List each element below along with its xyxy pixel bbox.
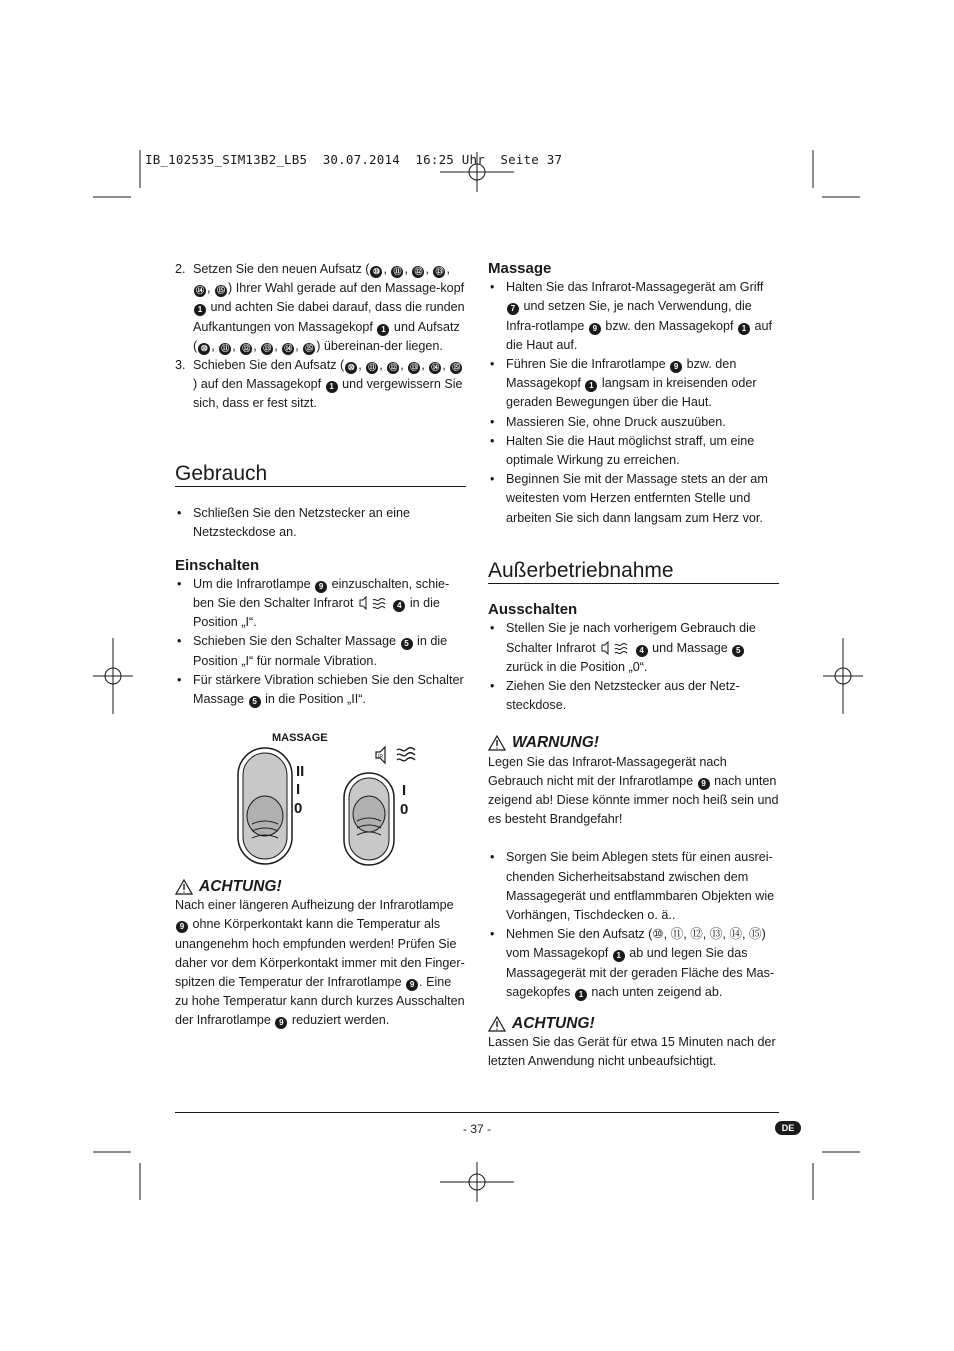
list-item: • Für stärkere Vibration schieben Sie den Schalter Massage 5 in die Position „II“.	[175, 671, 466, 709]
section-title: Außerbetriebnahme	[488, 561, 779, 584]
bullet-list	[488, 278, 779, 528]
left-column	[175, 260, 466, 414]
position-label: II	[296, 763, 305, 780]
step-2	[175, 260, 466, 356]
list-item: • Halten Sie die Haut möglichst straff, um eine optimale Wirkung zu erreichen.	[488, 432, 779, 470]
list-item: • Schieben Sie den Schalter Massage 5 in die Position „I“ für normale Vibration.	[175, 632, 466, 670]
list-item: • Ziehen Sie den Netzstecker aus der Netz-steckdose.	[488, 677, 779, 715]
position-label: I	[402, 782, 407, 799]
bullet-list	[488, 619, 779, 715]
warning-heading	[488, 733, 779, 752]
bullet-list	[175, 504, 466, 542]
warning-title: ACHTUNG!	[199, 878, 282, 895]
step-text: Schieben Sie den Aufsatz ( ⑩ , ⑪ , ⑫ , ⑬ , ⑭ , ⑮) auf den Massagekopf 1 und vergewissern Sie sich, dass er fest sitzt.	[193, 358, 463, 411]
position-label: 0	[400, 801, 409, 818]
subsection-title: Einschalten	[175, 556, 260, 574]
warning-title: ACHTUNG!	[512, 1015, 595, 1033]
print-slug: IB_102535_SIM13B2_LB5 30.07.2014 16:25 Uhr Seite 37	[145, 152, 563, 167]
warning-heading	[175, 877, 466, 896]
warning-triangle-icon	[488, 1016, 506, 1032]
step-3	[175, 356, 466, 414]
infrared-wave-icon	[599, 641, 631, 655]
achtung-left	[175, 877, 466, 1031]
step-text: Setzen Sie den neuen Aufsatz ( ⑩ , ⑪ , ⑫ , ⑬ , ⑭ , ⑮ ) Ihrer Wahl gerade auf den Massage-kopf 1 und achten Sie dabei darauf, dass die runden Aufkantungen von Massagekopf 1 und Aufsatz ( ⑩ , ⑪ , ⑫ , ⑬ , ⑭ , ⑮ ) übereinan-der liegen.	[193, 262, 465, 353]
subsection-title: Ausschalten	[488, 601, 578, 619]
gebrauch-section	[175, 464, 466, 709]
warning-text: Nach einer längeren Aufheizung der Infrarotlampe 9 ohne Körperkontakt kann die Temperatur als unangenehm hoch empfunden werden! Prüfen Sie daher vor dem Körperkontakt immer mit den Finger-spitzen die Temperatur der Infrarotlampe 9 . Eine zu hohe Temperatur kann durch kurzes Ausschalten der Infrarotlampe 9 reduziert werden.	[175, 898, 465, 1028]
warning-triangle-icon	[175, 879, 193, 895]
list-item: • Sorgen Sie beim Ablegen stets für einen ausrei-chenden Sicherheitsabstand zwischen dem Massagegerät und entflammbaren Objekten wie Vorhängen, Tischdecken o. ä..	[488, 848, 779, 925]
list-item: • Nehmen Sie den Aufsatz (⑩, ⑪, ⑫, ⑬, ⑭, ⑮) vom Massagekopf 1 ab und legen Sie das Massagegerät mit der geraden Fläche des Mas-sagekopfes 1 nach unten zeigend ab.	[488, 925, 779, 1002]
infrared-symbol-icon	[376, 747, 415, 763]
list-item: • Führen Sie die Infrarotlampe 9 bzw. den Massagekopf 1 langsam in kreisenden oder geraden Bewegungen über die Haut.	[488, 355, 779, 413]
ausserbetrieb-section	[488, 561, 779, 1072]
bullet-list	[488, 848, 779, 1002]
section-title: Gebrauch	[175, 464, 466, 487]
ir-label: IR	[378, 754, 383, 760]
list-item: • Um die Infrarotlampe 9 einzuschalten, schie-ben Sie den Schalter Infrarot 4 in die Position „I“.	[175, 575, 466, 633]
list-item: • Halten Sie das Infrarot-Massagegerät am Griff 7 und setzen Sie, je nach Verwendung, die Infra-rotlampe 9 bzw. den Massagekopf 1 auf die Haut auf.	[488, 278, 779, 355]
bullet-list	[175, 575, 466, 709]
footer-rule	[175, 1112, 779, 1113]
position-label: I	[296, 781, 301, 798]
position-label: 0	[294, 800, 303, 817]
language-badge: DE	[775, 1121, 801, 1135]
massage-section	[488, 259, 779, 528]
switch-diagram	[230, 728, 430, 868]
warning-text: Lassen Sie das Gerät für etwa 15 Minuten nach der letzten Anwendung nicht unbeaufsichtigt.	[488, 1035, 776, 1069]
step-number: 2.	[175, 262, 186, 276]
massage-label: MASSAGE	[272, 732, 328, 744]
warning-text: Legen Sie das Infrarot-Massagegerät nach Gebrauch nicht mit der Infrarotlampe 9 nach unten zeigend ab! Diese könnte immer noch heiß sein und es besteht Brandgefahr!	[488, 754, 779, 827]
list-item: • Stellen Sie je nach vorherigem Gebrauch die Schalter Infrarot 4 und Massage 5 zurück in die Position „0“.	[488, 619, 779, 677]
list-item: • Massieren Sie, ohne Druck auszuüben.	[488, 413, 779, 432]
page-number: - 37 -	[462, 1122, 491, 1136]
warning-title: WARNUNG!	[512, 734, 599, 752]
list-item: • Beginnen Sie mit der Massage stets an der am weitesten vom Herzen entfernten Stelle und arbeiten Sie sich dann langsam zum Herz vor.	[488, 470, 779, 528]
list-item: • Schließen Sie den Netzstecker an eine Netzsteckdose an.	[175, 504, 466, 542]
infrared-wave-icon	[357, 596, 389, 610]
subsection-title: Massage	[488, 260, 552, 277]
warning-triangle-icon	[488, 735, 506, 751]
warning-heading	[488, 1014, 779, 1033]
step-number: 3.	[175, 358, 186, 373]
